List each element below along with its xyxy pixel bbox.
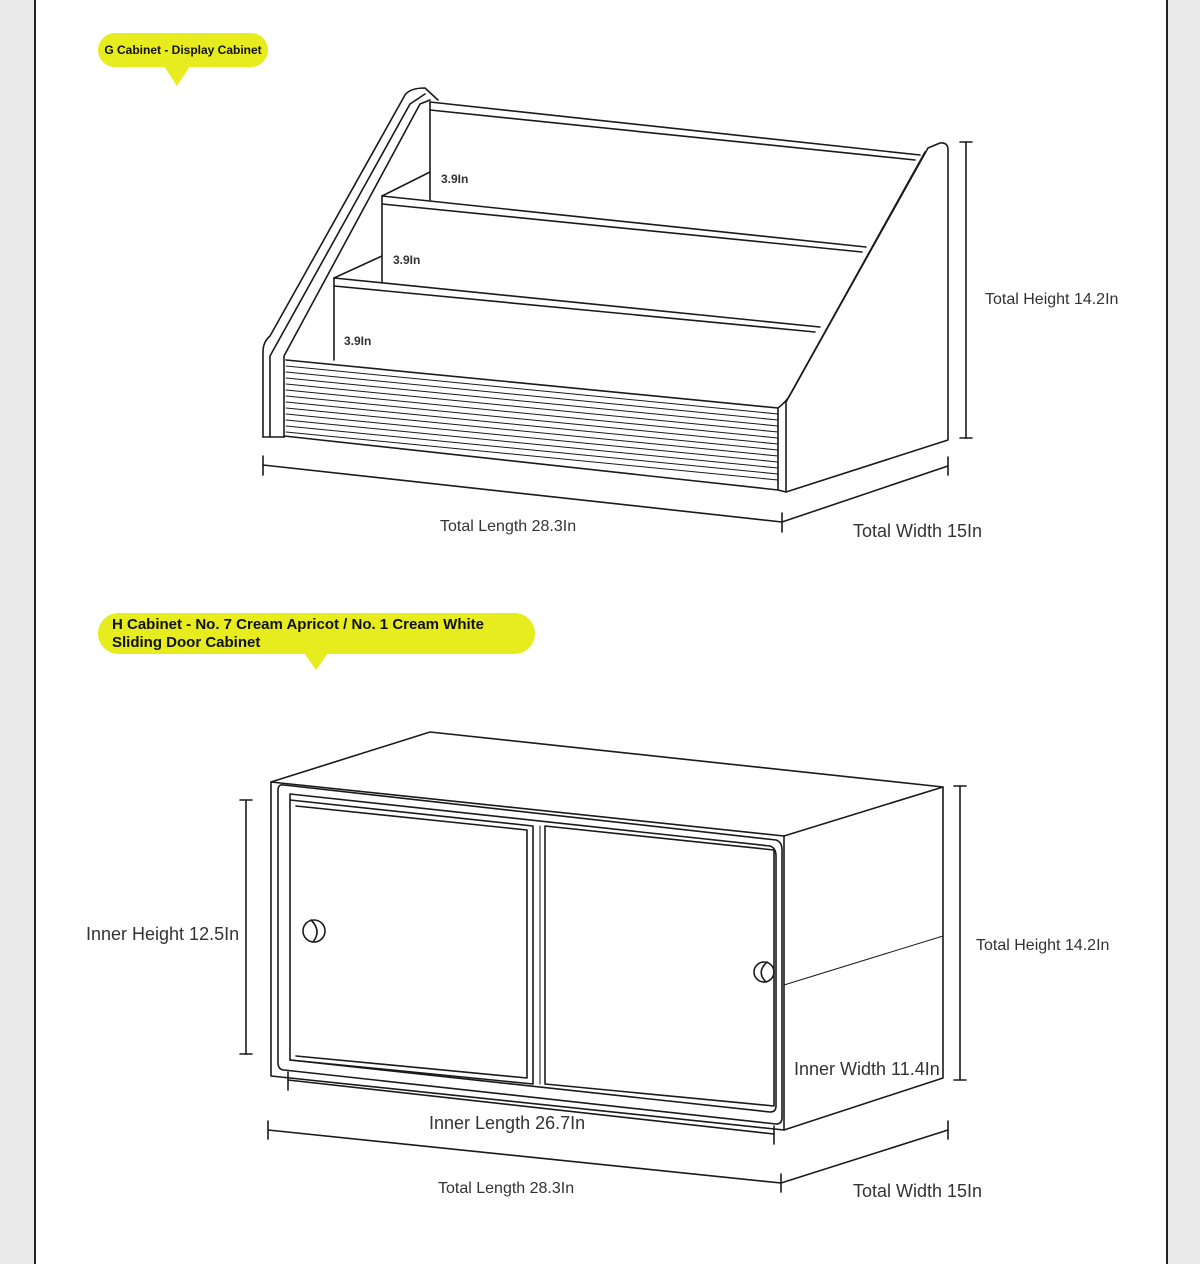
h-cabinet-tag-line1: H Cabinet - No. 7 Cream Apricot / No. 1 Cream White [112,616,485,633]
g-shelf-height-middle: 3.9In [393,253,421,267]
g-cabinet-tag-text: G Cabinet - Display Cabinet [104,43,262,57]
g-shelf-height-bottom: 3.9In [344,334,372,348]
g-cabinet-drawing [263,88,972,532]
h-inner-length-label: Inner Length 26.7In [429,1113,586,1133]
h-total-width-label: Total Width 15In [853,1181,983,1201]
h-cabinet-tag [98,613,535,654]
g-cabinet-tag [98,33,268,67]
h-cabinet-drawing [240,732,966,1192]
g-total-width-label: Total Width 15In [853,521,983,541]
g-total-length-label: Total Length 28.3In [440,518,577,535]
h-total-height-label: Total Height 14.2In [976,937,1110,954]
h-inner-height-label: Inner Height 12.5In [86,924,240,944]
g-total-height-label: Total Height 14.2In [985,291,1119,308]
h-inner-width-label: Inner Width 11.4In [794,1059,940,1079]
h-total-length-label: Total Length 28.3In [438,1180,575,1197]
h-cabinet-tag-line2: Sliding Door Cabinet [112,634,261,651]
g-shelf-height-top: 3.9In [441,172,469,186]
